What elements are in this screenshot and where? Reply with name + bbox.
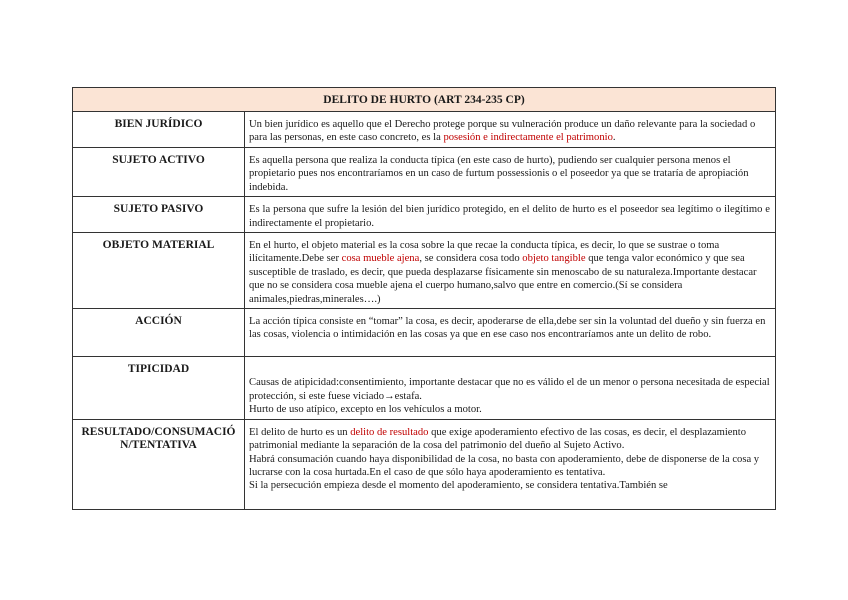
highlighted-text: posesión e indirectamente el patrimonio [443,132,613,144]
table-row-resultado [73,419,776,509]
table-row-objeto-material [73,233,776,309]
table-row-tipicidad [73,357,776,420]
row-content [245,233,776,309]
row-content [245,357,776,420]
highlighted-text: delito de resultado [350,426,429,438]
table-row-bien-juridico [73,112,776,148]
content-text: En el hurto, el objeto material es la cosa sobre la que recae la conducta típica, es decir, lo que se sustrae o toma ilícitamente.Debe ser [249,240,720,265]
content-text: El delito de hurto es un [249,426,351,438]
row-label: ACCIÓN [73,309,245,357]
row-label-line: N/TENTATIVA [120,438,197,451]
highlighted-text: objeto tangible [522,253,586,265]
row-content [245,112,776,148]
row-label [73,419,245,509]
table-title: DELITO DE HURTO (ART 234-235 CP) [73,88,776,112]
content-text: , se considera cosa todo [419,253,523,265]
table-row-sujeto-activo [73,148,776,197]
row-label-line: RESULTADO/CONSUMACIÓ [81,425,236,438]
row-label: SUJETO ACTIVO [73,148,245,197]
row-content [245,148,776,197]
content-text: Es aquella persona que realiza la conducta típica (en este caso de hurto), pudiendo ser cualquier persona menos el propietario pues nos encontraríamos en un caso de furtum possessionis o el poseedor ya que se trataría de apropiación indebida. [249,155,749,193]
content-text: Causas de atipicidad:consentimiento, importante destacar que no es válido el de un menor o persona necesitada de especial protección, si este fuese viciado→estafa. Hurto de uso atípico, excepto en los vehículos a motor. [249,377,770,416]
content-text: . [612,132,616,144]
row-label: OBJETO MATERIAL [73,233,245,309]
row-content [245,419,776,509]
content-text: La acción típica consiste en “tomar” la cosa, es decir, apoderarse de ella,debe ser sin la voluntad del dueño y sin fuerza en las cosas, violencia o intimidación en las cosas ya que en ese caso nos encontraríamos ante un delito de robo. [249,316,766,341]
row-content [245,309,776,357]
table-row-accion [73,309,776,357]
row-label: TIPICIDAD [73,357,245,420]
row-label: BIEN JURÍDICO [73,112,245,148]
row-label: SUJETO PASIVO [73,197,245,233]
crime-summary-table [72,87,776,510]
highlighted-text: cosa mueble ajena [341,253,420,265]
content-text: que tenga valor económico y que sea susceptible de traslado, es decir, que pueda desplazarse físicamente sin menoscabo de su naturaleza.Importante destacar que no se considera cosa mueble ajena el cuerpo humano,salvo que entre en comercio.(Sí se considera animales,piedras,minerales….) [249,253,757,305]
content-text: que exige apoderamiento efectivo de las cosas, es decir, el desplazamiento patrimonial mediante la separación de la cosa del patrimonio del dueño al Sujeto Activo. Habrá consumación cuando haya disponibilidad de la cosa, no basta con apoderamiento, debe de disponerse de la cosa y lucrarse con la cosa hurtada.En el caso de que sólo haya apoderamiento es tentativa. Si la persecución empieza desde el momento del apoderamiento, se considera tentativa.También se [249,426,760,492]
table-title-row [73,88,776,112]
content-text: Es la persona que sufre la lesión del bien jurídico protegido, en el delito de hurto es el poseedor sea legítimo o ilegítimo e indirectamente el propietario. [249,204,770,229]
content-text: Un bien jurídico es aquello que el Derecho protege porque su vulneración produce un daño relevante para la sociedad o para las personas, en este caso concreto, es la [249,119,756,144]
table-row-sujeto-pasivo [73,197,776,233]
row-content [245,197,776,233]
